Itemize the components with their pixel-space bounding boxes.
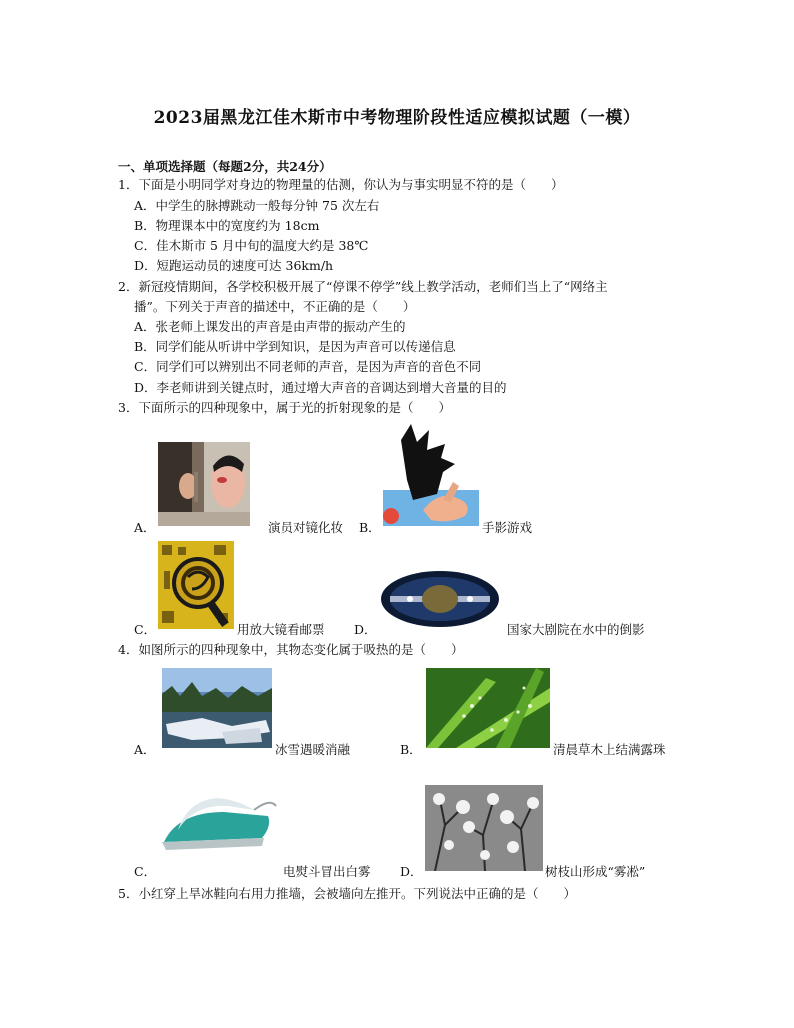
question-4-option-c-caption: 电熨斗冒出白雾: [283, 864, 371, 879]
question-4-option-b-caption: 清晨草木上结满露珠: [553, 742, 666, 757]
question-3-stem: 3．下面所示的四种现象中，属于光的折射现象的是（ ）: [118, 400, 451, 415]
question-1-option-a: A．中学生的脉搏跳动一般每分钟 75 次左右: [134, 198, 380, 213]
question-3-option-a-caption: 演员对镜化妆: [268, 520, 344, 535]
actor-mirror-makeup-photo: [158, 442, 250, 526]
magnifier-stamp-photo: [158, 541, 234, 629]
question-4-option-a-caption: 冰雪遇暖消融: [275, 742, 351, 757]
question-3-option-b-letter: B．: [359, 520, 381, 535]
question-2-option-a: A．张老师上课发出的声音是由声带的振动产生的: [134, 319, 406, 334]
hand-shadow-photo: [383, 420, 479, 526]
question-2-option-b: B．同学们能从听讲中学到知识，是因为声音可以传递信息: [134, 339, 456, 354]
question-4-option-d-caption: 树枝山形成“雾凇”: [545, 864, 646, 879]
section-heading: 一、单项选择题（每题2分，共24分）: [118, 159, 332, 174]
steam-iron-photo: [158, 790, 278, 860]
question-1-option-d: D．短跑运动员的速度可达 36km/h: [134, 258, 334, 273]
question-3-option-c-letter: C．: [134, 622, 157, 637]
grand-theatre-reflection-photo: [380, 570, 500, 628]
question-1-stem: 1．下面是小明同学对身边的物理量的估测，你认为与事实明显不符的是（ ）: [118, 177, 564, 192]
question-5-stem: 5．小红穿上旱冰鞋向右用力推墙，会被墙向左推开。下列说法中正确的是（ ）: [118, 886, 576, 901]
page-title: 2023届黑龙江佳木斯市中考物理阶段性适应模拟试题（一模）: [153, 108, 641, 128]
question-2-stem-line1: 2．新冠疫情期间，各学校积极开展了“停课不停学”线上教学活动，老师们当上了“网络主: [118, 279, 608, 294]
question-2-stem-line2: 播”。下列关于声音的描述中，不正确的是（ ）: [134, 299, 416, 314]
rime-branches-photo: [425, 785, 543, 871]
question-2-option-c: C．同学们可以辨别出不同老师的声音，是因为声音的音色不同: [134, 359, 482, 374]
question-4-stem: 4．如图所示的四种现象中，其物态变化属于吸热的是（ ）: [118, 642, 464, 657]
question-4-option-d-letter: D．: [400, 864, 423, 879]
question-2-option-d: D．李老师讲到关键点时，通过增大声音的音调达到增大音量的目的: [134, 380, 507, 395]
question-4-option-c-letter: C．: [134, 864, 157, 879]
question-4-option-b-letter: B．: [400, 742, 422, 757]
question-1-option-c: C．佳木斯市 5 月中旬的温度大约是 38℃: [134, 238, 369, 253]
question-3-option-b-caption: 手影游戏: [482, 520, 533, 535]
question-1-option-b: B．物理课本中的宽度约为 18cm: [134, 218, 320, 233]
dew-on-grass-photo: [426, 668, 550, 748]
question-3-option-d-letter: D．: [354, 622, 377, 637]
question-3-option-a-letter: A．: [134, 520, 156, 535]
melting-snow-photo: [162, 668, 272, 748]
question-4-option-a-letter: A．: [134, 742, 156, 757]
question-3-option-d-caption: 国家大剧院在水中的倒影: [507, 622, 645, 637]
question-3-option-c-caption: 用放大镜看邮票: [237, 622, 325, 637]
